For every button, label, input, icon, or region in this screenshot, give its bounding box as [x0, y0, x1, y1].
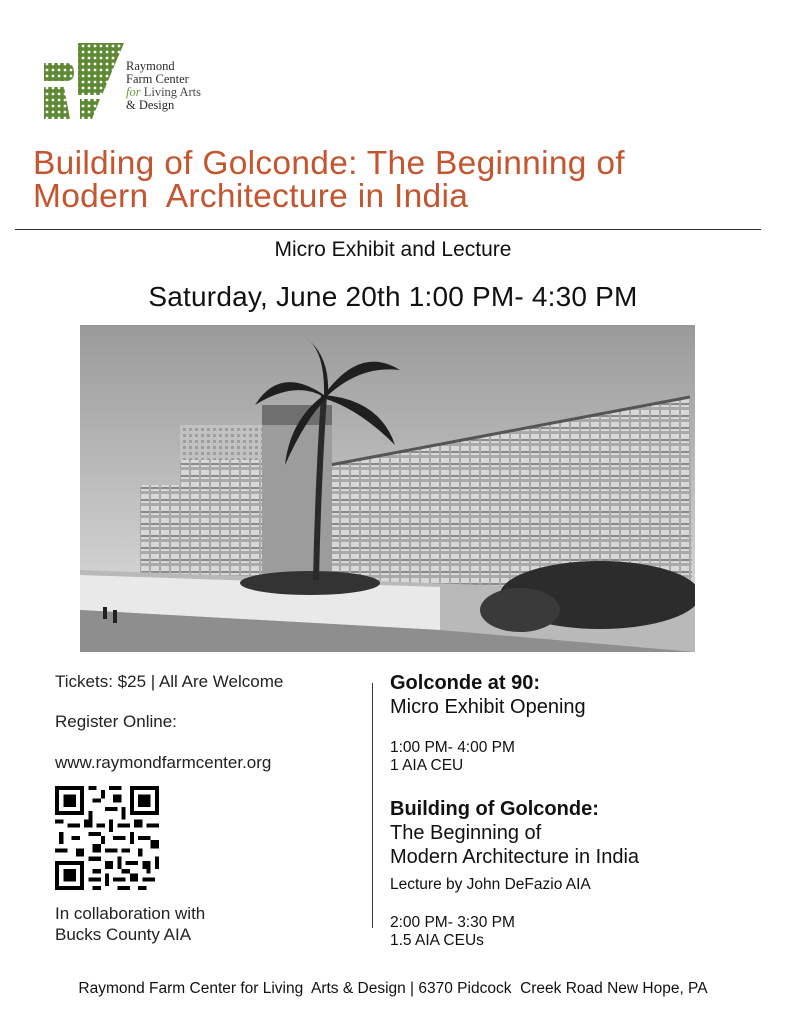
- event2-heading: Building of Golconde:: [390, 798, 599, 820]
- title-line-2: Modern Architecture in India: [33, 178, 469, 215]
- event2-line-2: Modern Architecture in India: [390, 846, 640, 868]
- event2-time: 2:00 PM- 3:30 PM: [390, 914, 515, 931]
- golconde-building-photo: [80, 325, 695, 652]
- website-link[interactable]: www.raymondfarmcenter.org: [55, 753, 272, 772]
- qr-code[interactable]: [55, 786, 159, 890]
- org-name-line3: for Living Arts: [126, 85, 202, 99]
- footer-address: Raymond Farm Center for Living Arts & Design | 6370 Pidcock Creek Road New Hope, PA: [78, 980, 708, 997]
- title-divider: [15, 229, 761, 230]
- event2-speaker: Lecture by John DeFazio AIA: [390, 876, 591, 893]
- raymond-farm-logo: [44, 43, 124, 119]
- title-line-1: Building of Golconde: The Beginning of: [33, 145, 625, 182]
- org-name-line1: Raymond: [126, 59, 175, 73]
- event1-credit: 1 AIA CEU: [390, 757, 464, 774]
- register-label: Register Online:: [55, 712, 177, 731]
- event-title: [33, 147, 763, 213]
- event-subtitle: Micro Exhibit and Lecture: [274, 238, 512, 261]
- event2-credit: 1.5 AIA CEUs: [390, 932, 484, 949]
- org-name: [126, 60, 201, 112]
- collab-line-2: Bucks County AIA: [55, 925, 192, 944]
- column-divider: [372, 683, 373, 928]
- org-name-line2: Farm Center: [126, 72, 189, 86]
- tickets-info: Tickets: $25 | All Are Welcome: [55, 672, 284, 691]
- event1-time: 1:00 PM- 4:00 PM: [390, 739, 515, 756]
- event1-subheading: Micro Exhibit Opening: [390, 696, 586, 718]
- event1-heading: Golconde at 90:: [390, 672, 541, 694]
- collaboration-note: [55, 903, 205, 945]
- event-date: Saturday, June 20th 1:00 PM- 4:30 PM: [148, 281, 638, 312]
- event2-line-1: The Beginning of: [390, 822, 542, 844]
- collab-line-1: In collaboration with: [55, 904, 206, 923]
- org-name-line4: & Design: [126, 98, 175, 112]
